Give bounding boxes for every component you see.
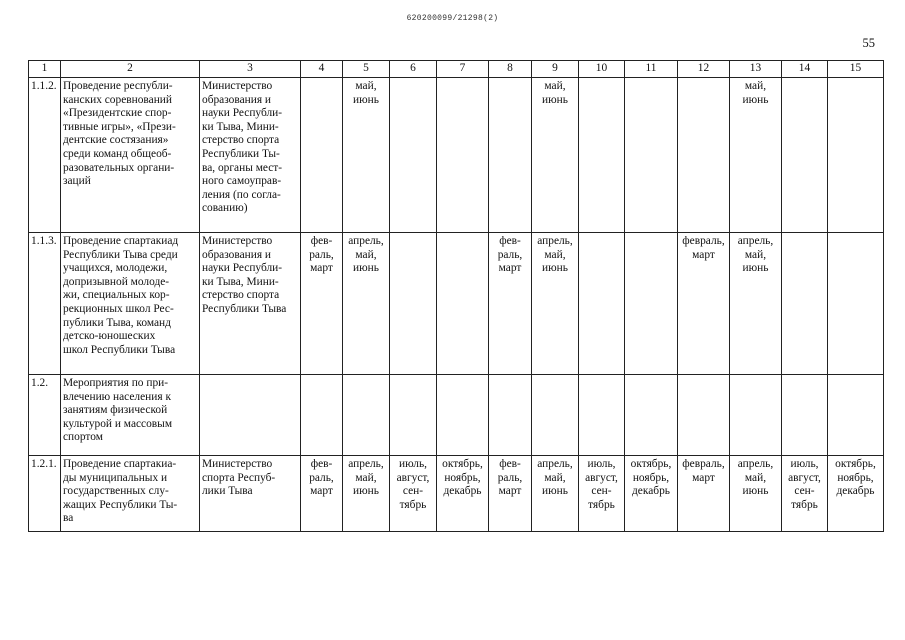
header-cell: 15	[828, 61, 884, 78]
period-cell: октябрь, ноябрь, декабрь	[828, 456, 884, 532]
period-cell	[489, 78, 532, 233]
period-cell: июль, август, сен- тябрь	[390, 456, 437, 532]
header-cell: 4	[301, 61, 343, 78]
period-cell	[301, 375, 343, 456]
header-cell: 5	[343, 61, 390, 78]
event-name: Проведение спартакиад Республики Тыва среди учащихся, молодежи, допризывной молоде- жи, специальных кор- рекционных школ Рес- публики Тыва, команд детско-юношеских школ Республики Тыва	[61, 233, 200, 375]
executor: Министерство образования и науки Республи- ки Тыва, Мини- стерство спорта Республики Тыва	[200, 233, 301, 375]
item-number: 1.1.2.	[29, 78, 61, 233]
events-plan-table	[28, 60, 884, 532]
period-cell	[625, 233, 678, 375]
header-cell: 14	[782, 61, 828, 78]
period-cell	[437, 78, 489, 233]
table-row	[29, 233, 884, 375]
period-cell	[730, 375, 782, 456]
period-cell: апрель, май, июнь	[343, 233, 390, 375]
period-cell: май, июнь	[730, 78, 782, 233]
period-cell	[390, 233, 437, 375]
header-cell: 12	[678, 61, 730, 78]
header-cell: 11	[625, 61, 678, 78]
header-cell: 7	[437, 61, 489, 78]
event-name: Мероприятия по при- влечению населения к занятиям физической культурой и массовым спортом	[61, 375, 200, 456]
table-row	[29, 456, 884, 532]
header-cell: 6	[390, 61, 437, 78]
period-cell	[782, 78, 828, 233]
header-cell: 9	[532, 61, 579, 78]
executor	[200, 375, 301, 456]
period-cell	[828, 78, 884, 233]
table-row	[29, 375, 884, 456]
document-id: 620200099/21298(2)	[406, 14, 499, 23]
executor: Министерство спорта Респуб- лики Тыва	[200, 456, 301, 532]
period-cell: июль, август, сен- тябрь	[579, 456, 625, 532]
period-cell: май, июнь	[343, 78, 390, 233]
item-number: 1.1.3.	[29, 233, 61, 375]
period-cell	[532, 375, 579, 456]
period-cell: апрель, май, июнь	[343, 456, 390, 532]
period-cell: апрель, май, июнь	[730, 233, 782, 375]
item-number: 1.2.	[29, 375, 61, 456]
period-cell	[343, 375, 390, 456]
period-cell	[625, 375, 678, 456]
period-cell	[625, 78, 678, 233]
period-cell	[828, 375, 884, 456]
period-cell: октябрь, ноябрь, декабрь	[625, 456, 678, 532]
period-cell	[678, 375, 730, 456]
period-cell	[489, 375, 532, 456]
period-cell: фев- раль, март	[301, 456, 343, 532]
header-cell: 1	[29, 61, 61, 78]
page-number: 55	[862, 36, 875, 50]
period-cell: февраль, март	[678, 456, 730, 532]
table-row	[29, 78, 884, 233]
period-cell: фев- раль, март	[489, 456, 532, 532]
header-row	[29, 61, 884, 78]
header-cell: 10	[579, 61, 625, 78]
item-number: 1.2.1.	[29, 456, 61, 532]
header-cell: 2	[61, 61, 200, 78]
period-cell: фев- раль, март	[301, 233, 343, 375]
period-cell: февраль, март	[678, 233, 730, 375]
period-cell	[390, 375, 437, 456]
period-cell	[579, 375, 625, 456]
period-cell	[301, 78, 343, 233]
period-cell: май, июнь	[532, 78, 579, 233]
period-cell	[828, 233, 884, 375]
event-name: Проведение республи- канских соревнований «Президентские спор- тивные игры», «Прези- дентские состязания» среди команд общеоб- разовательных органи- заций	[61, 78, 200, 233]
header-cell: 3	[200, 61, 301, 78]
period-cell	[782, 375, 828, 456]
period-cell	[678, 78, 730, 233]
executor: Министерство образования и науки Республи- ки Тыва, Мини- стерство спорта Республики Ты- ва, органы мест- ного самоуправ- ления (по согла- сованию)	[200, 78, 301, 233]
period-cell: июль, август, сен- тябрь	[782, 456, 828, 532]
header-cell: 8	[489, 61, 532, 78]
period-cell	[437, 233, 489, 375]
header-cell: 13	[730, 61, 782, 78]
period-cell	[579, 233, 625, 375]
period-cell	[390, 78, 437, 233]
period-cell: фев- раль, март	[489, 233, 532, 375]
period-cell	[579, 78, 625, 233]
period-cell	[782, 233, 828, 375]
period-cell: апрель, май, июнь	[532, 456, 579, 532]
period-cell	[437, 375, 489, 456]
period-cell: апрель, май, июнь	[730, 456, 782, 532]
period-cell: апрель, май, июнь	[532, 233, 579, 375]
event-name: Проведение спартакиа- ды муниципальных и государственных слу- жащих Республики Ты- ва	[61, 456, 200, 532]
period-cell: октябрь, ноябрь, декабрь	[437, 456, 489, 532]
